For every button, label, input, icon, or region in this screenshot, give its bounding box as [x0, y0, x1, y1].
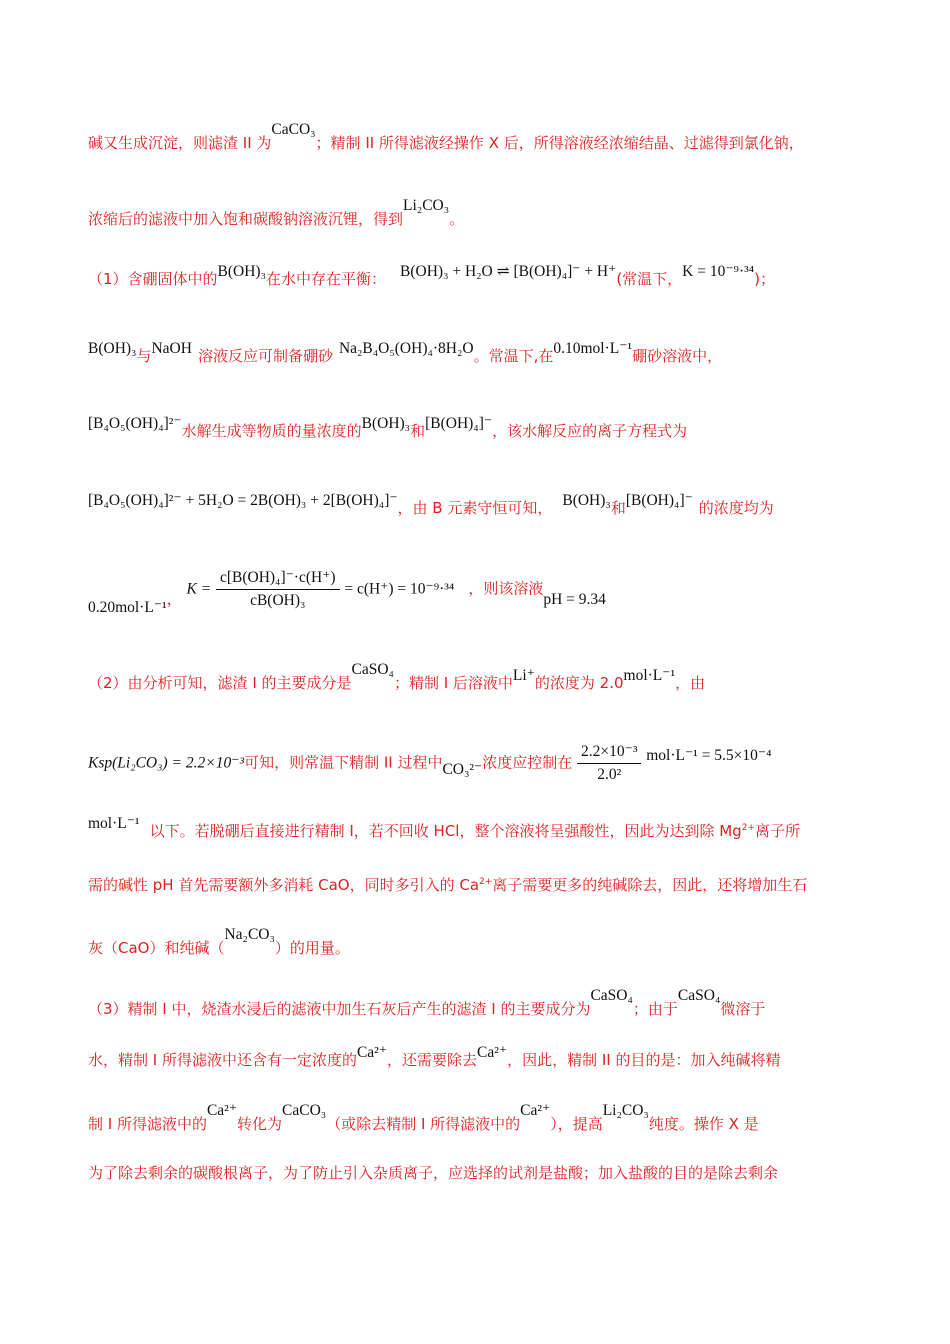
- formula-unit: mol·L⁻¹: [623, 667, 676, 684]
- text: （1）含硼固体中的: [88, 270, 218, 288]
- formula-li2co3: Li₂CO₃: [602, 1102, 649, 1119]
- text: 纯度。操作 X 是: [648, 1115, 759, 1133]
- text: ，因此，精制 II 的目的是：加入纯碱将精: [507, 1051, 781, 1069]
- text: 灰（CaO）和纯碱（: [88, 939, 225, 957]
- formula-borax: Na₂B₄O₅(OH)₄·8H₂O: [338, 340, 474, 357]
- text: 为了除去剩余的碳酸根离子，为了防止引入杂质离子，应选择的试剂是盐酸；加入盐酸的目的是除去剩余: [88, 1164, 779, 1182]
- text: 。常温下,在: [473, 347, 554, 365]
- text: (常温下，: [616, 270, 683, 288]
- conc-fraction: [577, 742, 641, 784]
- text: 碱又生成沉淀，则滤渣 II 为: [88, 134, 272, 152]
- text: 水，精制 I 所得滤液中还含有一定浓度的: [88, 1051, 357, 1069]
- text: ，则该溶液: [468, 579, 544, 598]
- paragraph-line: [88, 340, 723, 366]
- text: 的浓度为 2.0: [534, 674, 624, 692]
- formula-li-ion: Li⁺: [512, 667, 535, 684]
- text: 可知，则常温下精制 II 过程中: [244, 753, 443, 772]
- text: 硼砂溶液中，: [632, 347, 723, 365]
- k-rhs: = c(H⁺) = 10⁻⁹·³⁴: [344, 580, 455, 598]
- k-fraction-denominator: cB(OH)₃: [250, 592, 306, 609]
- k-symbol: K =: [186, 580, 212, 598]
- formula-conc: 0.20mol·L⁻¹: [88, 598, 167, 616]
- k-fraction: [216, 568, 340, 610]
- formula-boh3: B(OH)₃: [88, 340, 137, 357]
- text: ）的用量。: [274, 939, 350, 957]
- text: 浓缩后的滤液中加入饱和碳酸钠溶液沉锂，得到: [88, 210, 404, 228]
- paragraph-line: [88, 661, 706, 693]
- formula-na2co3: Na₂CO₃: [224, 926, 275, 943]
- text: 。: [449, 210, 465, 228]
- paragraph-line: [88, 742, 772, 784]
- text: ；精制 II 所得滤液经操作 X 后，所得溶液经浓缩结晶、过滤得到氯化钠，: [315, 134, 804, 152]
- paragraph-line: [88, 568, 606, 616]
- paragraph-line: [88, 1162, 778, 1183]
- formula-caco3: CaCO₃: [271, 121, 316, 138]
- text: 浓度应控制在: [482, 753, 573, 772]
- text: 微溶于: [720, 1000, 766, 1018]
- paragraph-line: [88, 263, 776, 289]
- formula-li2co3: Li₂CO₃: [403, 197, 450, 214]
- paragraph-line: [88, 926, 350, 958]
- formula-caso4: CaSO₄: [677, 987, 721, 1004]
- superscript: 2+: [741, 823, 755, 833]
- formula-boh4-ion: [B(OH)₄]⁻: [625, 492, 693, 509]
- formula-co3-ion: CO₃²⁻: [442, 760, 483, 778]
- formula-result: mol·L⁻¹ = 5.5×10⁻⁴: [646, 746, 772, 764]
- paragraph-line: [88, 1044, 781, 1070]
- text: 以下。若脱硼后直接进行精制 I，若不回收 HCl，整个溶液将呈强酸性，因此为达到除 Mg: [149, 822, 742, 840]
- formula-conc: 0.10mol·L⁻¹: [553, 340, 633, 357]
- formula-boh3: B(OH)₃: [361, 415, 411, 432]
- paragraph-line: [88, 815, 800, 841]
- formula-caso4: CaSO₄: [351, 661, 394, 678]
- text: 和: [610, 499, 626, 517]
- formula-ca-ion: Ca²⁺: [477, 1044, 508, 1061]
- paragraph-line: [88, 987, 766, 1019]
- conc-fraction-numerator: 2.2×10⁻³: [577, 742, 641, 764]
- text: ，由 B 元素守恒可知，: [397, 499, 553, 517]
- text: 和: [410, 422, 426, 440]
- text: ；由于: [632, 1000, 678, 1018]
- text: （或除去精制 I 所得滤液中的: [326, 1115, 521, 1133]
- paragraph-line: [88, 492, 774, 518]
- formula-caso4: CaSO₄: [590, 987, 633, 1004]
- formula-boh3: B(OH)₃: [217, 263, 266, 280]
- formula-naoh: NaOH: [151, 340, 192, 357]
- paragraph-line: [88, 121, 804, 153]
- text: ，由: [675, 674, 706, 692]
- formula-k: K = 10⁻⁹·³⁴: [682, 263, 755, 280]
- text: 与: [136, 347, 152, 365]
- text: （2）由分析可知，滤渣 I 的主要成分是: [88, 674, 352, 692]
- formula-b4o5-ion: [B₄O₅(OH)₄]²⁻: [88, 415, 182, 432]
- text: 需的碱性 pH 首先需要额外多消耗 CaO，同时多引入的 Ca: [88, 876, 480, 894]
- text: 制 I 所得滤液中的: [88, 1115, 207, 1133]
- formula-ph: pH = 9.34: [543, 590, 606, 608]
- formula-ksp: Ksp(Li₂CO₃) = 2.2×10⁻³: [88, 754, 245, 772]
- text: ，该水解反应的离子方程式为: [492, 422, 688, 440]
- text: 离子所: [754, 822, 800, 840]
- text: ），提高: [550, 1115, 603, 1133]
- formula-boh4-ion: [B(OH)₄]⁻: [425, 415, 493, 432]
- paragraph-line: [88, 1102, 759, 1134]
- paragraph-line: [88, 197, 465, 229]
- text: 溶液反应可制备硼砂: [197, 347, 333, 365]
- formula-hydrolysis: [B₄O₅(OH)₄]²⁻ + 5H₂O = 2B(OH)₃ + 2[B(OH)₄]⁻: [88, 492, 398, 509]
- conc-fraction-denominator: 2.0²: [597, 766, 622, 783]
- text: 离子需要更多的纯碱除去，因此，还将增加生石: [492, 876, 808, 894]
- text: ，还需要除去: [387, 1051, 478, 1069]
- formula-boh3: B(OH)₃: [562, 492, 611, 509]
- text: ，: [166, 589, 182, 608]
- paragraph-line: [88, 415, 688, 441]
- formula-caco3: CaCO₃: [282, 1102, 327, 1119]
- text: （3）精制 I 中，烧渣水浸后的滤液中加生石灰后产生的滤渣 I 的主要成分为: [88, 1000, 591, 1018]
- formula-equilibrium: B(OH)₃ + H₂O ⇌ [B(OH)₄]⁻ + H⁺: [400, 263, 617, 280]
- text: )；: [754, 270, 776, 288]
- text: 在水中存在平衡：: [266, 270, 387, 288]
- text: 转化为: [237, 1115, 283, 1133]
- formula-unit: mol·L⁻¹: [88, 815, 140, 832]
- paragraph-line: [88, 874, 807, 895]
- formula-ca-ion: Ca²⁺: [356, 1044, 388, 1061]
- superscript: 2+: [479, 877, 493, 887]
- formula-ca-ion: Ca²⁺: [206, 1102, 238, 1119]
- k-fraction-numerator: c[B(OH)₄]⁻·c(H⁺): [216, 568, 340, 590]
- formula-ca-ion: Ca²⁺: [520, 1102, 551, 1119]
- text: ；精制 I 后溶液中: [393, 674, 513, 692]
- text: 的浓度均为: [698, 499, 774, 517]
- text: 水解生成等物质的量浓度的: [181, 422, 362, 440]
